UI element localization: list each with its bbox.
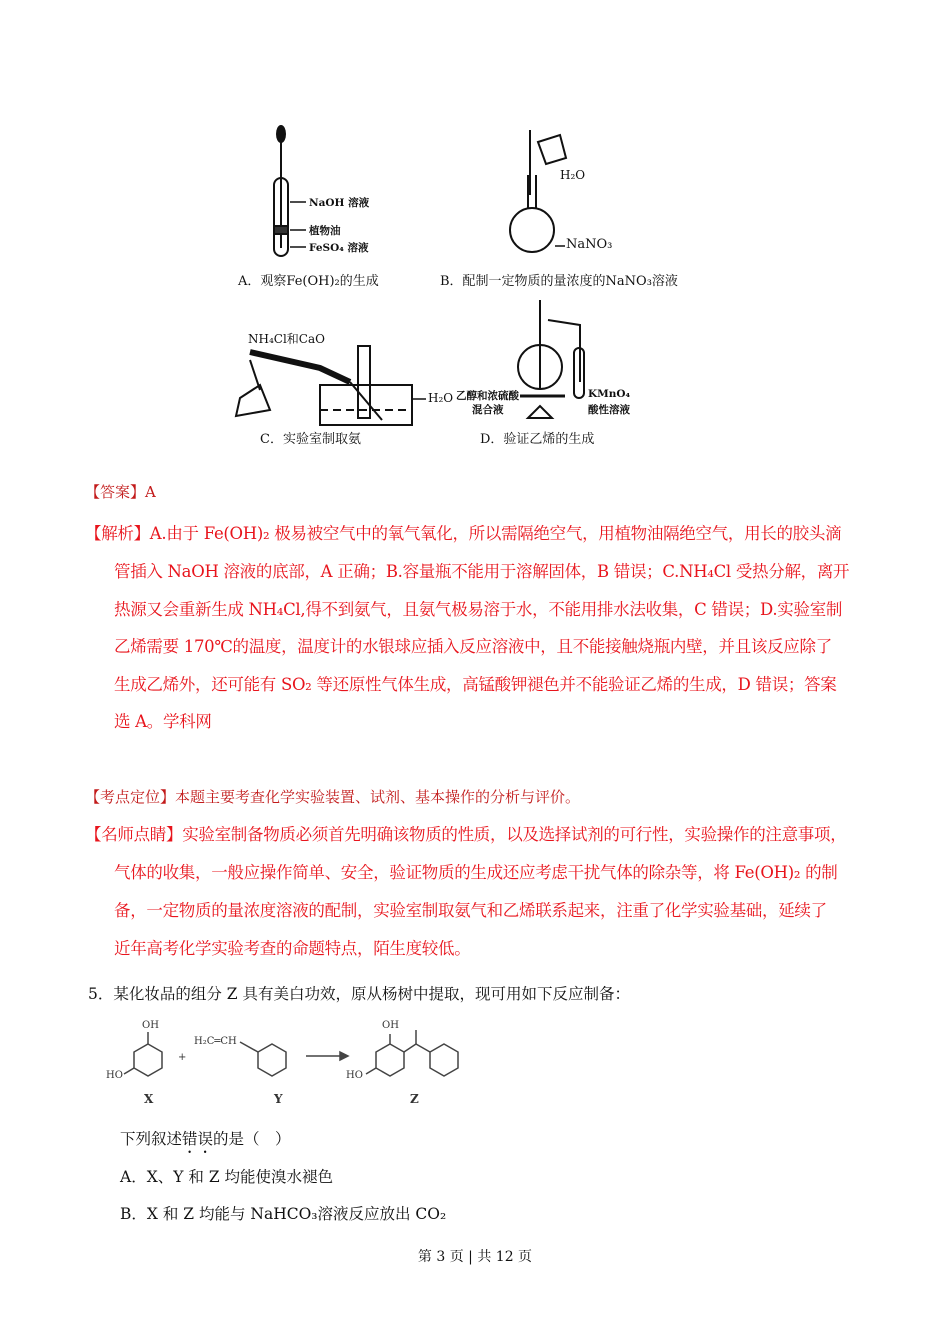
- caption-c: C．实验室制取氨: [260, 432, 361, 447]
- answer: 【答案】A: [85, 483, 156, 501]
- compound-x-label: X: [144, 1092, 154, 1106]
- oh-label-z: OH: [382, 1020, 399, 1031]
- label-oil: 植物油: [309, 225, 341, 237]
- page-footer: 第 3 页 | 共 12 页: [417, 1249, 533, 1265]
- question-stem: 5．某化妆品的组分 Z 具有美白功效，原从杨树中提取，现可用如下反应制备：: [88, 985, 630, 1003]
- label-naoh: NaOH 溶液: [309, 197, 370, 209]
- prompt-paren: 的是（ ）: [213, 1130, 291, 1148]
- label-ethanol-acid: 乙醇和浓硫酸: [456, 390, 519, 402]
- label-feso4: FeSO₄ 溶液: [309, 242, 369, 254]
- analysis-line: 选 A。学科网: [114, 712, 212, 731]
- label-h2o-c: H₂O: [428, 391, 454, 405]
- label-mixture: 混合液: [472, 404, 504, 416]
- kaodian: 【考点定位】本题主要考查化学实验装置、试剂、基本操作的分析与评价。: [85, 788, 581, 806]
- mingshi-line: 气体的收集，一般应操作简单、安全，验证物质的生成还应考虑干扰气体的除杂等，将 Fe(OH)₂ 的制: [114, 863, 838, 882]
- prompt-emphasis: 错误: [182, 1130, 214, 1148]
- mingshi-line: 备，一定物质的量浓度溶液的配制，实验室制取氨气和乙烯联系起来，注重了化学实验基础，延续了: [114, 901, 827, 920]
- mingshi-line: 【名师点睛】实验室制备物质必须首先明确该物质的性质，以及选择试剂的可行性，实验操作的注意事项，: [85, 825, 847, 844]
- label-h2o-b: H₂O: [560, 168, 586, 182]
- compound-y-label: Y: [274, 1092, 283, 1106]
- prompt-text: 下列叙述: [120, 1130, 183, 1148]
- caption-b: B．配制一定物质的量浓度的NaNO₃溶液: [440, 274, 678, 289]
- label-nano3: NaNO₃: [566, 237, 613, 252]
- plus-sign: +: [178, 1052, 187, 1063]
- label-nh4cl-cao: NH₄Cl和CaO: [248, 332, 325, 346]
- ho-label-x: HO: [106, 1070, 123, 1081]
- ho-label-z: HO: [346, 1070, 363, 1081]
- label-acidic-solution: 酸性溶液: [588, 404, 630, 416]
- option-b: B．X 和 Z 均能与 NaHCO₃溶液反应放出 CO₂: [120, 1205, 447, 1223]
- analysis-line: 乙烯需要 170℃的温度，温度计的水银球应插入反应溶液中，且不能接触烧瓶内壁，并且该反应除了: [114, 637, 832, 656]
- reaction-scheme: [100, 1012, 480, 1112]
- vinyl-label: H₂C═CH: [194, 1036, 237, 1047]
- question-prompt: [120, 1127, 291, 1157]
- compound-z-label: Z: [410, 1092, 419, 1106]
- caption-d: D．验证乙烯的生成: [480, 432, 595, 447]
- analysis-line: 【解析】A.由于 Fe(OH)₂ 极易被空气中的氧气氧化，所以需隔绝空气，用植物油隔绝空气，用长的胶头滴: [85, 524, 842, 543]
- label-kmno4: KMnO₄: [588, 388, 631, 400]
- experiment-figure: [210, 120, 740, 460]
- analysis-line: 热源又会重新生成 NH₄Cl,得不到氨气，且氨气极易溶于水，不能用排水法收集，C 错误；D.实验室制: [114, 600, 843, 619]
- option-a: A．X、Y 和 Z 均能使溴水褪色: [120, 1168, 334, 1186]
- mingshi-line: 近年高考化学实验考查的命题特点，陌生度较低。: [114, 939, 471, 958]
- caption-a: A．观察Fe(OH)₂的生成: [238, 274, 379, 289]
- analysis-line: 管插入 NaOH 溶液的底部，A 正确；B.容量瓶不能用于溶解固体，B 错误；C.NH₄Cl 受热分解，离开: [114, 562, 850, 581]
- oh-label-x: OH: [142, 1020, 159, 1031]
- analysis-line: 生成乙烯外，还可能有 SO₂ 等还原性气体生成，高锰酸钾褪色并不能验证乙烯的生成，D 错误；答案: [114, 675, 837, 694]
